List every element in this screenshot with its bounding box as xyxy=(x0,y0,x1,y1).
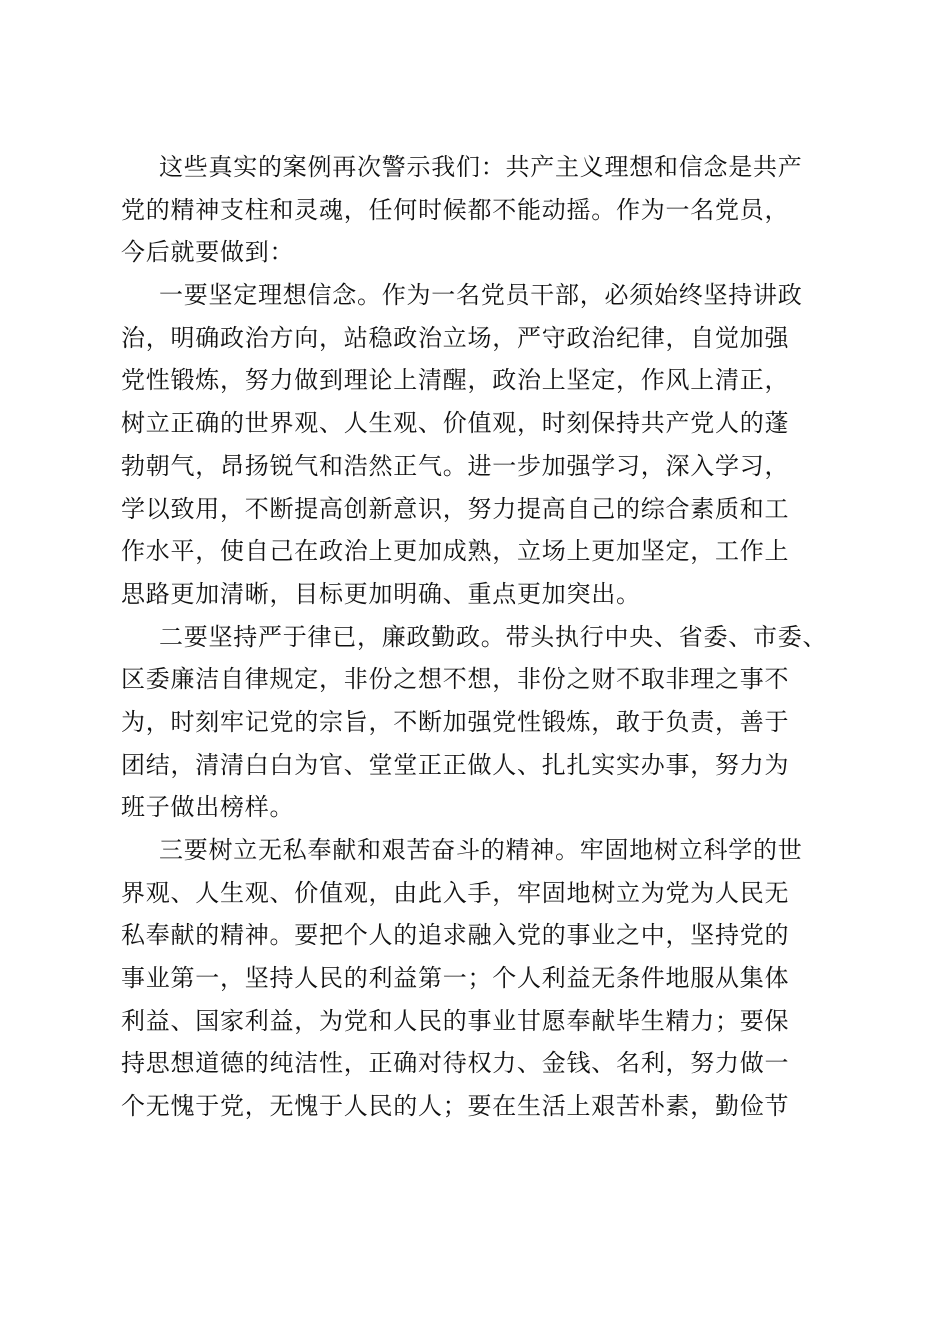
document-body xyxy=(121,146,826,1128)
text-line: 区委廉洁自律规定，非份之想不想，非份之财不取非理之事不 xyxy=(121,665,790,694)
text-line: 二要坚持严于律已，廉政勤政。带头执行中央、省委、市委、 xyxy=(159,622,828,651)
text-line: 个无愧于党，无愧于人民的人；要在生活上艰苦朴素，勤俭节 xyxy=(121,1092,790,1121)
text-line: 勃朝气，昂扬锐气和浩然正气。进一步加强学习，深入学习， xyxy=(121,451,790,480)
text-line: 界观、人生观、价值观，由此入手，牢固地树立为党为人民无 xyxy=(121,878,790,907)
paragraph-point-3 xyxy=(121,829,826,1128)
text-line: 团结，清清白白为官、堂堂正正做人、扎扎实实办事，努力为 xyxy=(121,750,790,779)
text-line: 党的精神支柱和灵魂，任何时候都不能动摇。作为一名党员， xyxy=(121,195,790,224)
text-line: 一要坚定理想信念。作为一名党员干部，必须始终坚持讲政 xyxy=(159,281,803,310)
paragraph-intro xyxy=(121,146,826,274)
text-line: 树立正确的世界观、人生观、价值观，时刻保持共产党人的蓬 xyxy=(121,409,790,438)
paragraph-point-1 xyxy=(121,274,826,616)
text-line: 班子做出榜样。 xyxy=(121,793,295,822)
text-line: 治，明确政治方向，站稳政治立场，严守政治纪律，自觉加强 xyxy=(121,323,790,352)
text-line: 作水平，使自己在政治上更加成熟，立场上更加坚定，工作上 xyxy=(121,537,790,566)
text-line: 三要树立无私奉献和艰苦奋斗的精神。牢固地树立科学的世 xyxy=(159,836,803,864)
text-line: 今后就要做到： xyxy=(121,238,295,267)
text-line: 这些真实的案例再次警示我们：共产主义理想和信念是共产 xyxy=(159,153,803,181)
text-line: 党性锻炼，努力做到理论上清醒，政治上坚定，作风上清正， xyxy=(121,366,790,395)
text-line: 利益、国家利益，为党和人民的事业甘愿奉献毕生精力；要保 xyxy=(121,1006,790,1035)
text-line: 持思想道德的纯洁性，正确对待权力、金钱、名利，努力做一 xyxy=(121,1049,790,1078)
text-line: 事业第一，坚持人民的利益第一；个人利益无条件地服从集体 xyxy=(121,964,790,993)
paragraph-point-2 xyxy=(121,616,826,829)
text-line: 为，时刻牢记党的宗旨，不断加强党性锻炼，敢于负责，善于 xyxy=(121,707,790,736)
text-line: 学以致用，不断提高创新意识，努力提高自己的综合素质和工 xyxy=(121,494,790,523)
text-line: 私奉献的精神。要把个人的追求融入党的事业之中，坚持党的 xyxy=(121,921,790,950)
text-line: 思路更加清晰，目标更加明确、重点更加突出。 xyxy=(121,579,641,608)
